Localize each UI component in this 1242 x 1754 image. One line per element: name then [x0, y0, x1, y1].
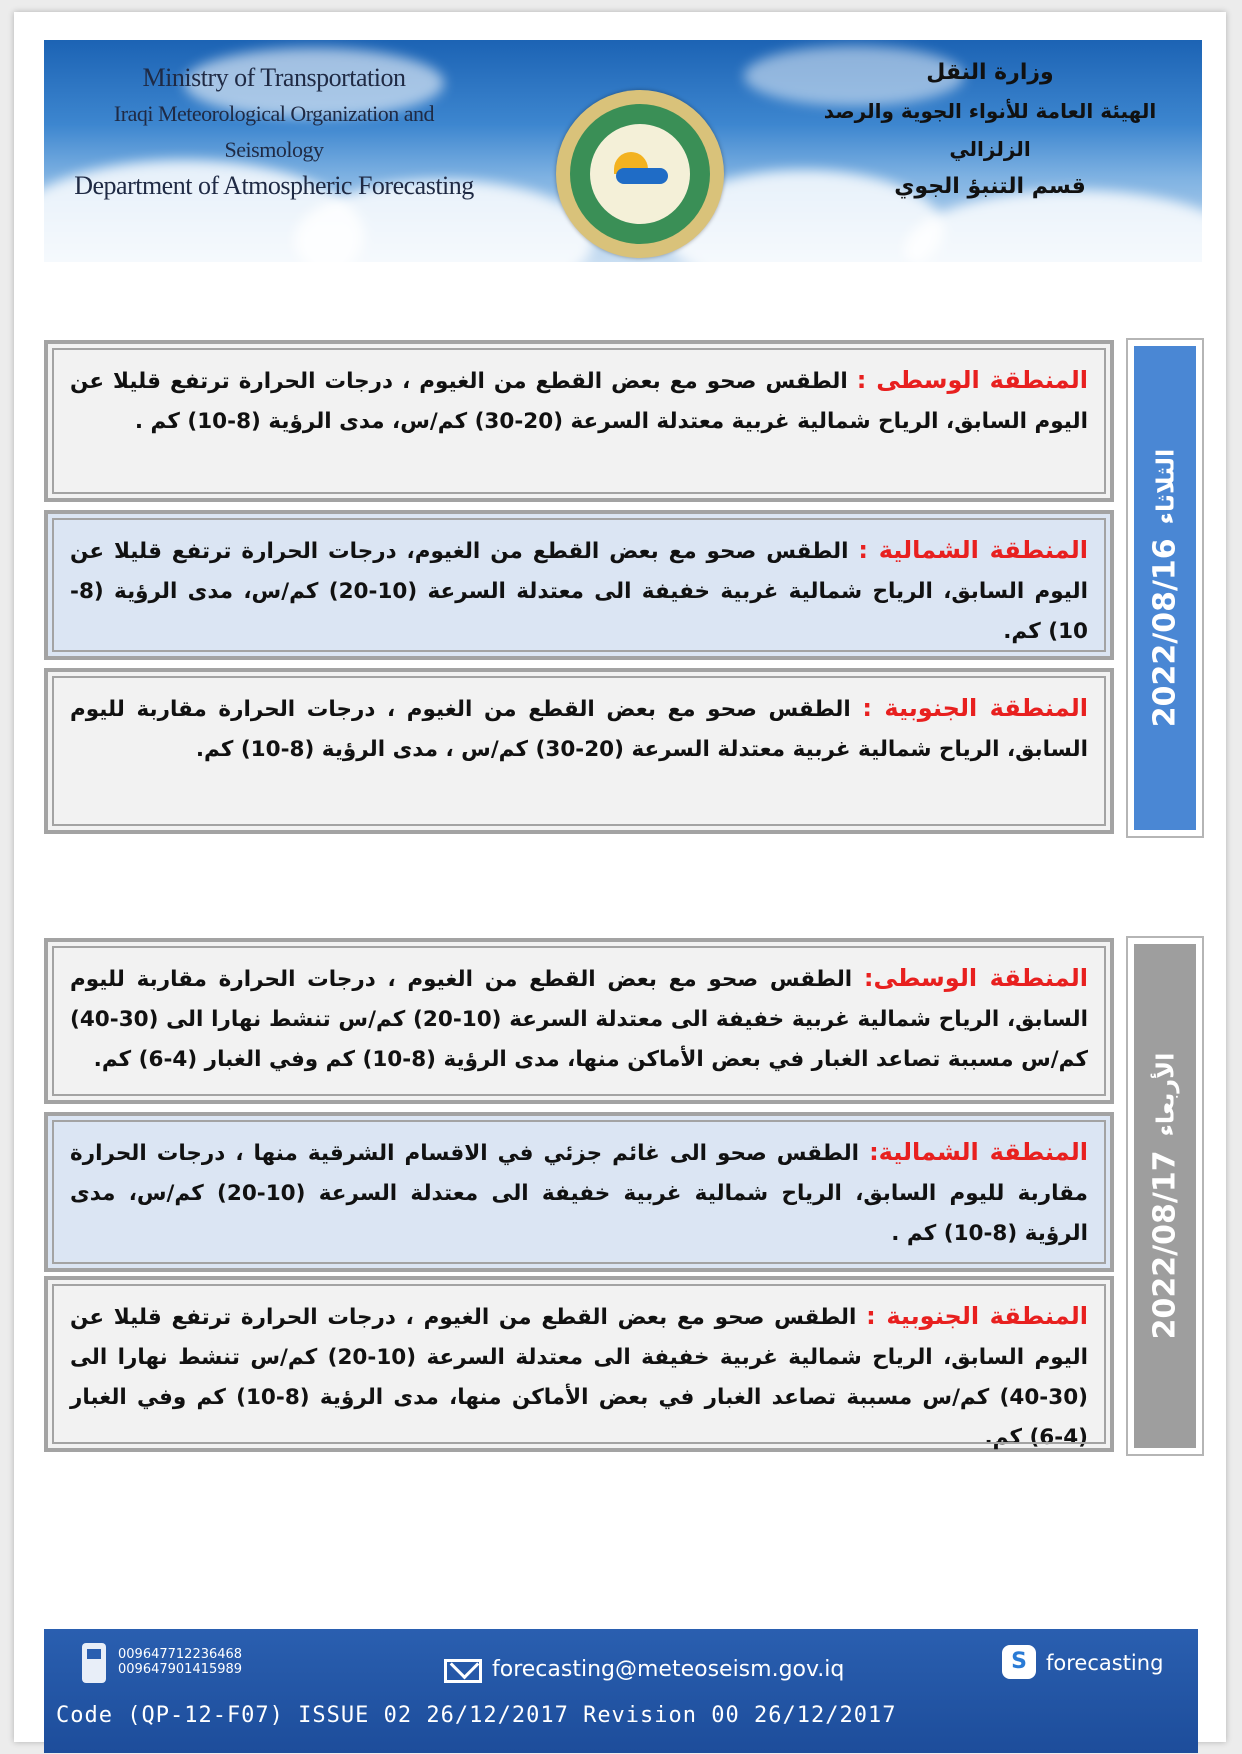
date-column: [1126, 936, 1204, 1456]
region-central: [44, 340, 1114, 502]
phone-number-1: 009647712236468: [118, 1647, 243, 1662]
forecast-date: 2022/08/17: [1147, 1150, 1183, 1340]
region-forecast-text: الطقس صحو مع بعض القطع من الغيوم، درجات الحرارة ترتفع قليلا عن اليوم السابق، الرياح شمالية غربية خفيفة الى معتدلة السرعة (10-20) كم/س، مدى الرؤية (8-10) كم.: [70, 539, 1088, 644]
region-north: [44, 1112, 1114, 1272]
region-forecast-text: الطقس صحو مع بعض القطع من الغيوم ، درجات الحرارة ترتفع قليلا عن اليوم السابق، الرياح شمالية غربية خفيفة الى معتدلة السرعة (10-20) كم/س تنشط نهارا الى (30-40) كم/س مسببة تصاعد الغبار في بعض الأماكن منها، مدى الرؤية (8-10) كم وفي الغبار (4-6) كم.: [70, 1305, 1088, 1450]
forecast-day-name: الأربعاء: [1151, 1052, 1179, 1137]
forecast-day-2: [44, 936, 1204, 1456]
date-column: [1126, 338, 1204, 838]
department-name-ar: قسم التنبؤ الجوي: [894, 174, 1086, 199]
header-arabic-title: [800, 54, 1180, 206]
region-name: المنطقة الشمالية:: [869, 1138, 1088, 1166]
document-code: Code (QP-12-F07) ISSUE 02 26/12/2017 Revision 00 26/12/2017: [56, 1703, 897, 1728]
ministry-name-ar: وزارة النقل: [926, 60, 1054, 85]
footer-bar: [44, 1629, 1198, 1753]
skype-handle[interactable]: forecasting: [1046, 1651, 1164, 1675]
header-english-title: [64, 60, 484, 204]
region-south: [44, 668, 1114, 834]
organization-name-en: Iraqi Meteorological Organization and Seismology: [113, 101, 435, 162]
phone-number-2: 009647901415989: [118, 1662, 243, 1677]
region-forecast-text: الطقس صحو مع بعض القطع من الغيوم ، درجات الحرارة مقاربة لليوم السابق، الرياح شمالية غربية معتدلة السرعة (20-30) كم/س ، مدى الرؤية (8-10) كم.: [70, 697, 1088, 762]
region-name: المنطقة الجنوبية :: [866, 1302, 1088, 1330]
region-forecast-text: الطقس صحو مع بعض القطع من الغيوم ، درجات الحرارة ترتفع قليلا عن اليوم السابق، الرياح شمالية غربية معتدلة السرعة (20-30) كم/س، مدى الرؤية (8-10) كم .: [70, 369, 1088, 434]
ministry-name-en: Ministry of Transportation: [142, 63, 406, 92]
mail-icon: [444, 1659, 482, 1683]
region-forecast-text: الطقس صحو مع بعض القطع من الغيوم ، درجات الحرارة مقاربة لليوم السابق، الرياح شمالية غربية خفيفة الى معتدلة السرعة (10-20) كم/س تنشط نهارا الى (30-40) كم/س مسببة تصاعد الغبار في بعض الأماكن منها، مدى الرؤية (8-10) كم وفي الغبار (4-6) كم.: [70, 967, 1088, 1072]
organization-logo: [556, 90, 724, 258]
region-south: [44, 1276, 1114, 1452]
skype-icon: S: [1002, 1645, 1036, 1679]
header-banner: [44, 40, 1202, 262]
region-name: المنطقة الشمالية :: [858, 536, 1088, 564]
forecast-day-1: [44, 338, 1204, 838]
forecast-date: 2022/08/16: [1147, 538, 1183, 728]
organization-name-ar: الهيئة العامة للأنواء الجوية والرصد الزلزالي: [823, 99, 1157, 161]
region-name: المنطقة الجنوبية :: [862, 694, 1088, 722]
region-north: [44, 510, 1114, 660]
region-name: المنطقة الوسطى:: [863, 964, 1088, 992]
department-name-en: Department of Atmospheric Forecasting: [74, 171, 474, 200]
page-sheet: [14, 12, 1226, 1742]
contact-email[interactable]: forecasting@meteoseism.gov.iq: [492, 1657, 845, 1682]
phone-numbers: [118, 1647, 242, 1677]
cloud-icon: [616, 168, 668, 184]
region-forecast-text: الطقس صحو الى غائم جزئي في الاقسام الشرقية منها ، درجات الحرارة مقاربة لليوم السابق، الرياح شمالية غربية خفيفة الى معتدلة السرعة (10-20) كم/س، مدى الرؤية (8-10) كم .: [70, 1141, 1088, 1246]
region-central: [44, 938, 1114, 1104]
forecast-day-name: الثلاثاء: [1151, 448, 1179, 525]
region-name: المنطقة الوسطى :: [856, 366, 1088, 394]
phone-icon: [82, 1643, 106, 1683]
